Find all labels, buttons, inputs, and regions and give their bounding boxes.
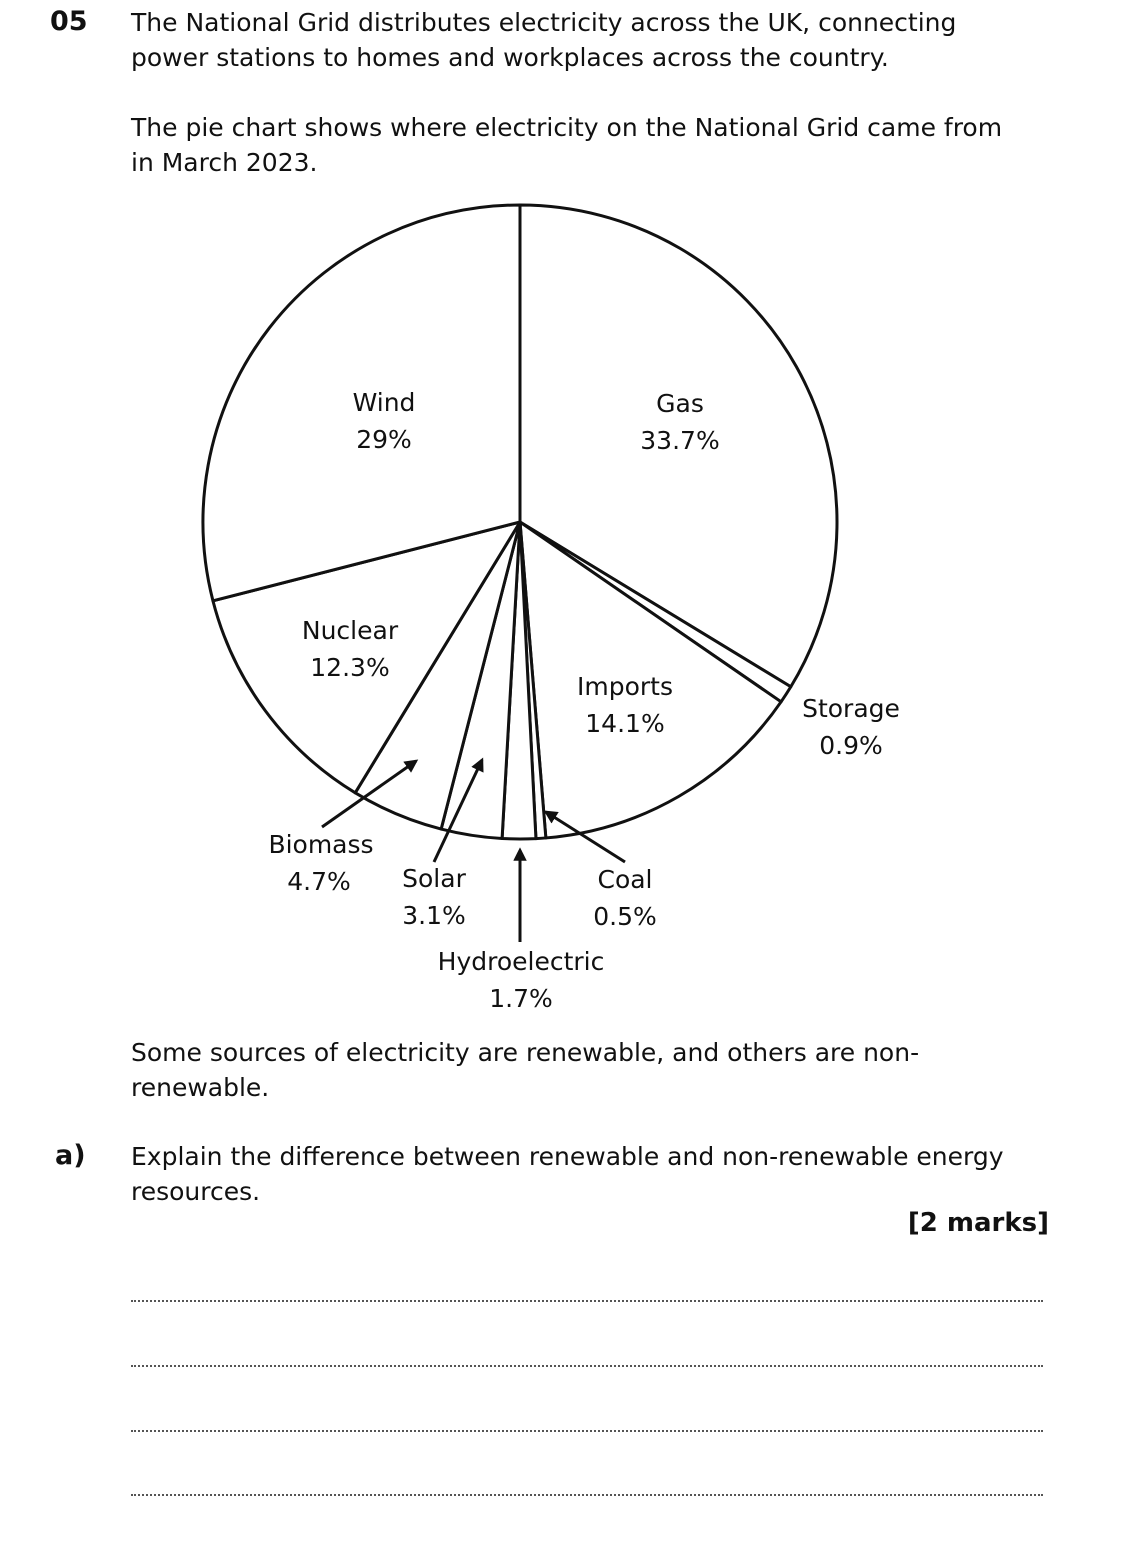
answer-line[interactable] [131,1300,1043,1302]
marks-label: [2 marks] [907,1208,1049,1238]
slice-label-wind: Wind [352,388,416,417]
question-number: 05 [50,6,88,37]
slice-value-nuclear: 12.3% [310,653,390,682]
slice-value-gas: 33.7% [640,426,720,455]
chart-intro-text: The pie chart shows where electricity on the National Grid came from in March 2023. [131,113,1003,177]
part-a-question: Explain the difference between renewable and non-renewable energy resources. [131,1142,1004,1206]
slice-label-coal: Coal [597,865,653,894]
slice-value-solar: 3.1% [402,901,466,930]
slice-value-imports: 14.1% [585,709,665,738]
slice-label-hydroelectric: Hydroelectric [437,947,605,976]
slice-label-imports: Imports [577,672,673,701]
slice-value-hydroelectric: 1.7% [489,984,553,1013]
slice-value-coal: 0.5% [593,902,657,931]
slice-label-biomass: Biomass [268,830,374,859]
answer-line[interactable] [131,1365,1043,1367]
slice-label-gas: Gas [656,389,704,418]
sources-text: Some sources of electricity are renewable, and others are non-renewable. [131,1038,920,1102]
slice-value-biomass: 4.7% [287,867,351,896]
answer-line[interactable] [131,1430,1043,1432]
intro-text: The National Grid distributes electricity across the UK, connecting power stations to homes and workplaces across the country. [131,8,957,72]
answer-line[interactable] [131,1494,1043,1496]
slice-label-storage: Storage [802,694,900,723]
slice-value-wind: 29% [356,425,412,454]
slice-label-nuclear: Nuclear [301,616,399,645]
slice-label-solar: Solar [402,864,466,893]
part-a-label: a) [55,1140,86,1171]
slice-value-storage: 0.9% [819,731,883,760]
